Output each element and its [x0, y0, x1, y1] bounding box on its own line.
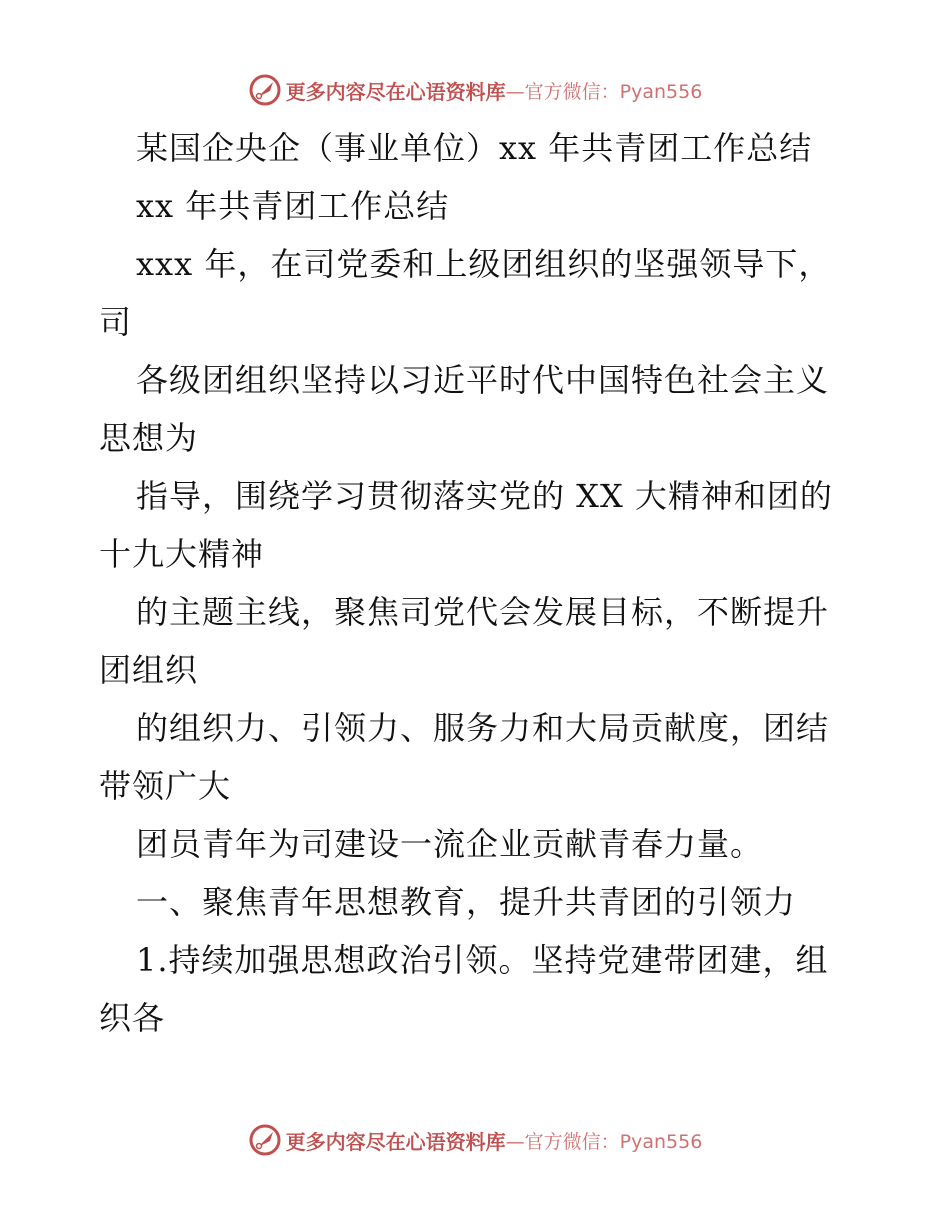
footer-wechat-text: —官方微信：Pyan556 — [505, 1130, 703, 1153]
paragraph-line: 各级团组织坚持以习近平时代中国特色社会主义 — [136, 361, 830, 399]
header-banner — [0, 70, 950, 110]
paragraph-line: 1.持续加强思想政治引领。坚持党建带团建，组 — [136, 941, 829, 979]
paragraph-line: 十九大精神 — [99, 535, 265, 573]
footer-brand-text: 更多内容尽在心语资料库 — [285, 1129, 506, 1154]
paragraph-line: 的主题主线，聚焦司党代会发展目标，不断提升 — [136, 593, 830, 631]
paragraph-line: 带领广大 — [99, 767, 232, 805]
header-wechat-text: —官方微信：Pyan556 — [505, 80, 703, 103]
quill-logo-icon — [248, 73, 282, 107]
paragraph-line: 团组织 — [99, 651, 199, 689]
section-heading: 一、聚焦青年思想教育，提升共青团的引领力 — [136, 883, 797, 921]
document-title: 某国企央企（事业单位）xx 年共青团工作总结 — [136, 129, 813, 167]
header-brand-text: 更多内容尽在心语资料库 — [285, 79, 506, 104]
paragraph-line: 指导，围绕学习贯彻落实党的 XX 大精神和团的 — [136, 477, 833, 515]
footer-banner — [0, 1120, 950, 1160]
paragraph-line: 团员青年为司建设一流企业贡献青春力量。 — [136, 825, 764, 863]
paragraph-line: 司 — [99, 303, 133, 341]
document-subtitle: xx 年共青团工作总结 — [136, 187, 450, 225]
paragraph-line: xxx 年，在司党委和上级团组织的坚强领导下， — [136, 245, 832, 283]
paragraph-line: 思想为 — [99, 419, 199, 457]
paragraph-line: 织各 — [99, 999, 166, 1037]
quill-logo-icon — [248, 1123, 282, 1157]
paragraph-line: 的组织力、引领力、服务力和大局贡献度，团结 — [136, 709, 830, 747]
